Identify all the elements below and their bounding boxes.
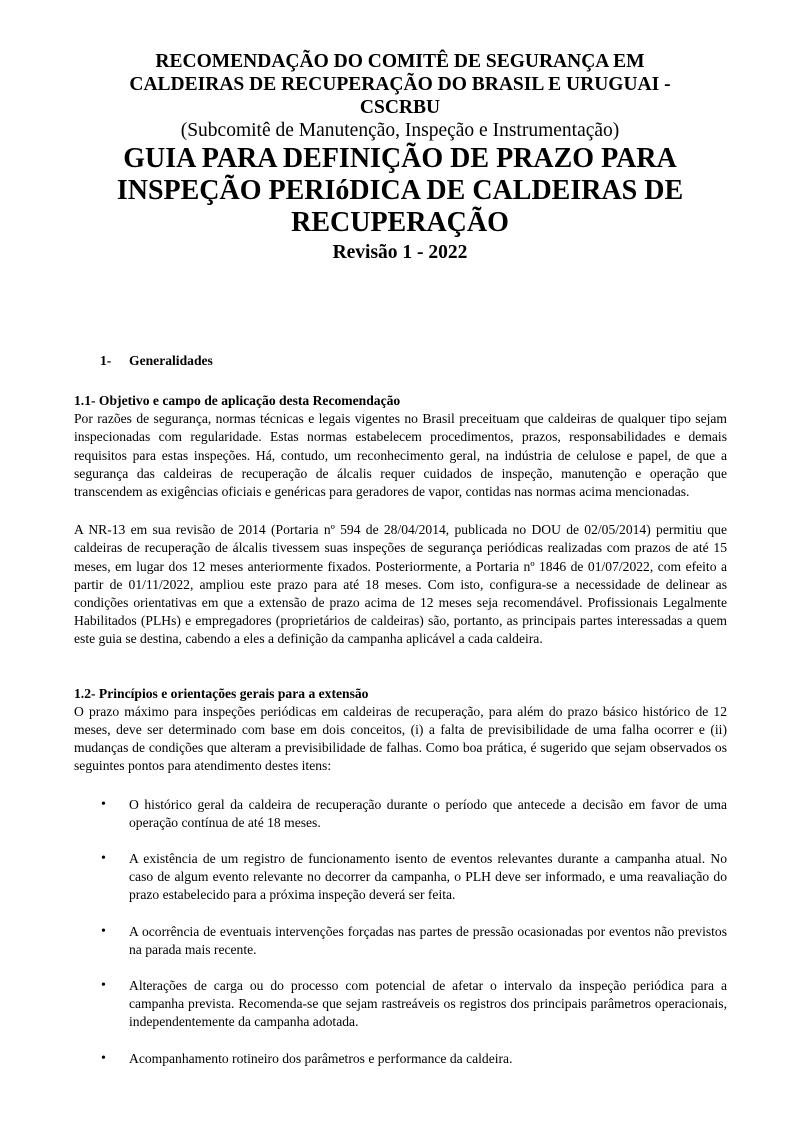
section-1-1-paragraph-2: A NR-13 em sua revisão de 2014 (Portaria nº 594 de 28/04/2014, publicada no DOU de 02/05/2014) permitiu que caldeiras de recuperação de álcalis tivessem suas inspeções de segurança periódicas realizadas com prazos de até 15 meses, em lugar dos 12 meses anteriormente fixados. Posteriormente, a Portaria nº 1846 de 01/07/2022, com efeito a partir de 01/11/2022, ampliou este prazo para até 18 meses. Com isto, configura-se a necessidade de delinear as condições orientativas em que a extensão de prazo acima de 12 meses seja recomendável. Profissionais Legalmente Habilitados (PLHs) e empregadores (proprietários de caldeiras) são, portanto, as principais partes interessadas a quem este guia se destina, cabendo a eles a definição da campanha aplicável a cada caldeira. [74,522,727,647]
list-item: • O histórico geral da caldeira de recuperação durante o período que antecede a decisão em favor de uma operação contínua de até 18 meses. [101,796,727,830]
list-item: • A existência de um registro de funcionamento isento de eventos relevantes durante a campanha atual. No caso de algum evento relevante no decorrer da campanha, o PLH deve ser informado, e uma reavaliação do prazo estabelecido para a próxima inspeção deverá ser feita. [101,851,727,903]
section-1-title: Generalidades [129,353,213,368]
list-item: • A ocorrência de eventuais intervenções forçadas nas partes de pressão ocasionadas por eventos não previstos na parada mais recente. [101,923,727,957]
subcommittee-name: (Subcomitê de Manutenção, Inspeção e Instrumentação) [180,120,620,141]
document-title-line-1: GUIA PARA DEFINIÇÃO DE PRAZO PARA [123,143,677,174]
section-1-1-heading: 1.1- Objetivo e campo de aplicação desta Recomendação [74,393,401,408]
list-item: • Alterações de carga ou do processo com potencial de afetar o intervalo da inspeção periódica para a campanha prevista. Recomenda-se que sejam rastreáveis os registros dos principais parâmetros operacionais, independentemente da campanha adotada. [101,978,727,1030]
bullet-icon: • [101,978,106,994]
bullet-icon: • [101,796,106,812]
recommendation-bullet-list [74,796,727,1068]
document-title-line-2: INSPEÇÃO PERIóDICA DE CALDEIRAS DE [116,175,684,206]
document-title-line-3: RECUPERAÇÃO [291,207,509,238]
list-item: • Acompanhamento rotineiro dos parâmetros e performance da caldeira. [74,1050,727,1068]
document-body [74,350,727,1086]
bullet-icon: • [101,923,106,939]
bullet-icon: • [101,1050,106,1066]
document-header [60,50,740,265]
committee-acronym: CSCRBU [359,97,441,118]
committee-name-line-1: RECOMENDAÇÃO DO COMITÊ DE SEGURANÇA EM [155,51,645,72]
revision-label: Revisão 1 - 2022 [332,242,468,263]
section-1-2-paragraph-1: O prazo máximo para inspeções periódicas em caldeiras de recuperação, para além do prazo básico histórico de 12 meses, deve ser determinado com base em dois conceitos, (i) a falta de previsibilidade de uma falha ocorrer e (ii) mudanças de condições que alteram a previsibilidade de falhas. Como boa prática, é sugerido que sejam observados os seguintes pontos para atendimento destes itens: [74,703,727,774]
committee-name-line-2: CALDEIRAS DE RECUPERAÇÃO DO BRASIL E URUGUAI - [129,74,671,95]
section-1-number: 1- [100,353,112,368]
section-1-2-heading: 1.2- Princípios e orientações gerais para a extensão [74,685,369,701]
bullet-icon: • [101,851,106,867]
section-1-1-paragraph-1: Por razões de segurança, normas técnicas e legais vigentes no Brasil preceituam que caldeiras de qualquer tipo sejam inspecionadas com regularidade. Estas normas estabelecem procedimentos, prazos, responsabilidades e demais requisitos para estas inspeções. Há, contudo, um reconhecimento geral, na indústria de celulose e papel, de que a segurança das caldeiras de recuperação de álcalis requer cuidados de inspeção, manutenção e operação que transcendem as exigências oficiais e genéricas para geradores de vapor, contidas nas normas acima mencionadas. [74,411,727,500]
section-1-heading [100,350,727,372]
